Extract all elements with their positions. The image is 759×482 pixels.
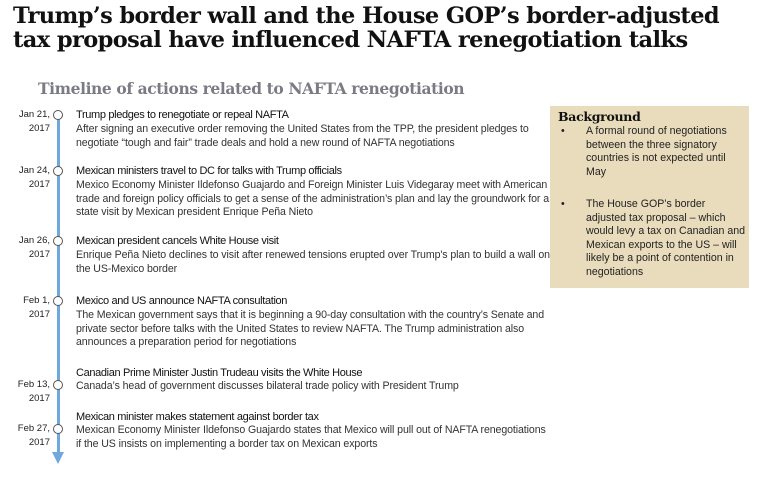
background-title: Background bbox=[558, 109, 641, 124]
event-date: Feb 13, 2017 bbox=[17, 379, 50, 404]
event-date: Jan 21, 2017 bbox=[18, 109, 50, 134]
event-description: Enrique Peña Nieto declines to visit after renewed tensions erupted over Trump's plan to build a wall on the US-Mexico border bbox=[76, 249, 550, 275]
event-title: Mexican minister makes statement against border tax bbox=[76, 411, 319, 423]
background-callout bbox=[550, 106, 749, 288]
timeline-dot-icon bbox=[53, 296, 63, 306]
bullet-text: The House GOP’s border adjusted tax proposal – which would levy a tax on Canadian and Mexican exports to the US – will likely be a point of contention in negotiations bbox=[586, 198, 746, 278]
page-title: Trump’s border wall and the House GOP’s border-adjusted tax proposal have influenced NAFTA renegotiation talks bbox=[13, 3, 720, 53]
event-date: Jan 24, 2017 bbox=[18, 165, 50, 190]
event-date: Feb 1, 2017 bbox=[23, 295, 50, 320]
timeline-subtitle: Timeline of actions related to NAFTA renegotiation bbox=[38, 79, 465, 98]
event-description: Canada’s head of government discusses bilateral trade policy with President Trump bbox=[76, 380, 459, 392]
bullet-text: A formal round of negotiations between the three signatory countries is not expected until May bbox=[586, 125, 727, 178]
bullet-icon: • bbox=[561, 198, 565, 210]
event-title: Mexican ministers travel to DC for talks with Trump officials bbox=[76, 165, 342, 177]
event-date: Feb 27, 2017 bbox=[17, 423, 50, 448]
timeline-dot-icon bbox=[53, 236, 63, 246]
event-title: Canadian Prime Minister Justin Trudeau visits the White House bbox=[76, 367, 363, 379]
event-description: Mexican Economy Minister Ildefonso Guajardo states that Mexico will pull out of NAFTA renegotiations if the US insists on implementing a border tax on Mexican exports bbox=[76, 424, 546, 450]
timeline-dot-icon bbox=[53, 166, 63, 176]
event-title: Mexico and US announce NAFTA consultation bbox=[76, 295, 288, 307]
event-date: Jan 26, 2017 bbox=[18, 235, 50, 260]
event-description: The Mexican government says that it is beginning a 90-day consultation with the country’s Senate and private sector before talks with the United States to review NAFTA. The Trump administration also announces a preparation period for negotiations bbox=[76, 309, 544, 348]
event-title: Trump pledges to renegotiate or repeal NAFTA bbox=[76, 109, 289, 121]
timeline-dot-icon bbox=[53, 424, 63, 434]
event-title: Mexican president cancels White House visit bbox=[76, 235, 279, 247]
timeline-dot-icon bbox=[53, 110, 63, 120]
event-description: After signing an executive order removing the United States from the TPP, the president pledges to negotiate “tough and fair” trade deals and hold a new round of NAFTA negotiations bbox=[76, 123, 529, 149]
timeline-arrow-down-icon bbox=[52, 452, 64, 464]
event-description: Mexico Economy Minister Ildefonso Guajardo and Foreign Minister Luis Videgaray meet with American trade and foreign policy officials to get a sense of the administration’s plan and lay the groundwork for a state visit by Mexican president Enrique Peña Nieto bbox=[76, 179, 549, 218]
bullet-icon: • bbox=[561, 125, 565, 137]
timeline-dot-icon bbox=[53, 380, 63, 390]
